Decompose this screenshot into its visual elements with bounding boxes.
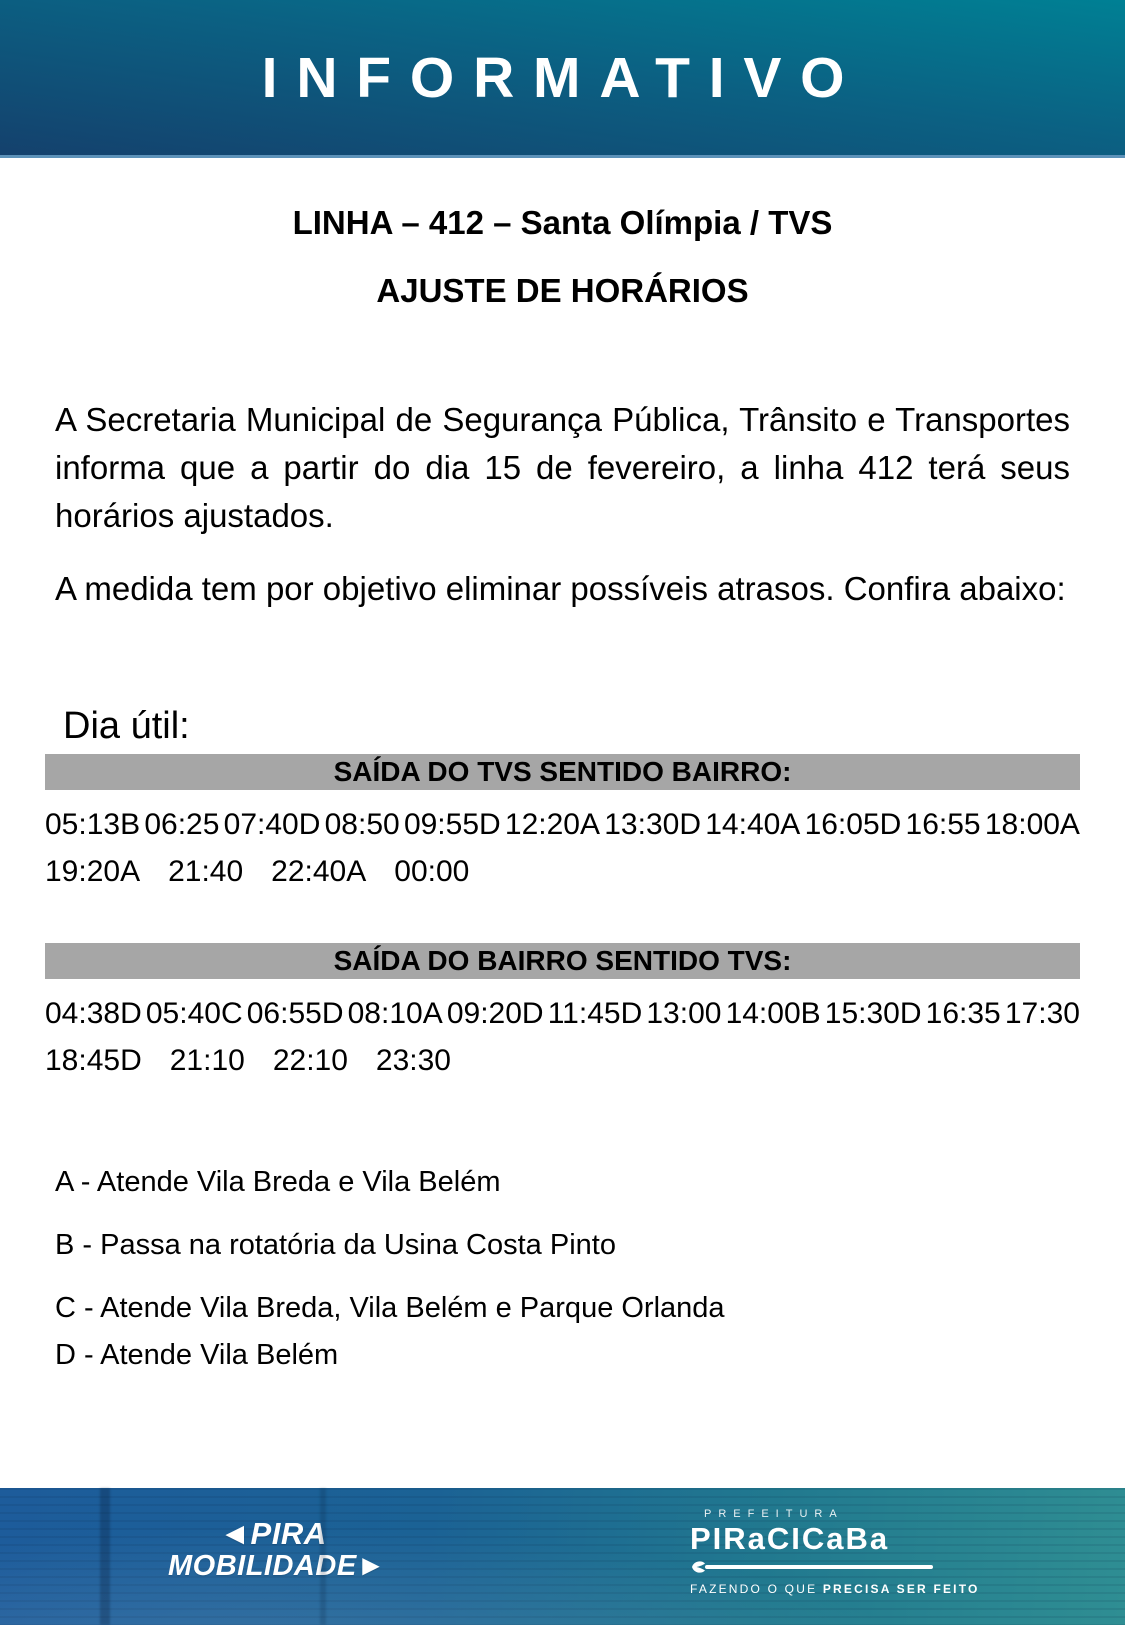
time-value: 04:38D: [45, 996, 142, 1030]
time-value: 06:25: [144, 807, 220, 841]
schedule-heading-tvs-to-bairro: SAÍDA DO TVS SENTIDO BAIRRO:: [45, 754, 1080, 790]
time-value: 16:05D: [804, 807, 902, 841]
time-value: 19:20A: [45, 854, 141, 888]
pira-mobilidade-logo: [168, 1516, 386, 1582]
legend-item-c: C - Atende Vila Breda, Vila Belém e Parque Orlanda: [55, 1291, 725, 1324]
pira-logo-line1: [168, 1518, 378, 1551]
time-value: 22:40A: [271, 854, 367, 888]
time-value: 15:30D: [824, 996, 922, 1030]
schedule-times-tvs-to-bairro: [45, 808, 1080, 889]
subtitle-ajuste: AJUSTE DE HORÁRIOS: [376, 272, 749, 309]
day-type-label: Dia útil:: [63, 704, 190, 747]
time-value: 23:30: [375, 1043, 451, 1077]
time-value: 05:13B: [45, 807, 141, 841]
time-value: 00:00: [394, 854, 470, 888]
time-value: 22:10: [272, 1043, 348, 1077]
legend-item-d: D - Atende Vila Belém: [55, 1338, 339, 1371]
time-value: 11:45D: [547, 996, 643, 1030]
times-row: [45, 1044, 1080, 1078]
paragraph-announcement: A Secretaria Municipal de Segurança Pública, Trânsito e Transportes informa que a partir do dia 15 de fevereiro, a linha 412 terá seus horários ajustados.: [55, 401, 1070, 535]
footer-banner: [0, 1488, 1125, 1625]
prefeitura-piracicaba-logo: [690, 1508, 980, 1596]
paragraph-objective: A medida tem por objetivo eliminar possíveis atrasos. Confira abaixo:: [55, 569, 1066, 607]
time-value: 12:20A: [504, 807, 601, 841]
time-value: 09:20D: [446, 996, 544, 1030]
time-value: 08:10A: [347, 996, 443, 1030]
prefeitura-label: PREFEITURA: [704, 1508, 844, 1520]
legend-item-b: B - Passa na rotatória da Usina Costa Pinto: [55, 1228, 616, 1261]
line-title: LINHA – 412 – Santa Olímpia / TVS: [292, 204, 833, 241]
mobilidade-logo-text: MOBILIDADE: [168, 1549, 357, 1582]
times-row: [45, 808, 1080, 842]
time-value: 21:40: [168, 854, 244, 888]
legend-item-a: A - Atende Vila Breda e Vila Belém: [55, 1165, 501, 1198]
time-value: 16:55: [905, 807, 981, 841]
pira-logo-line2: [168, 1549, 386, 1582]
arrow-right-icon: ►: [356, 1549, 386, 1582]
arrow-left-icon: ◄: [219, 1516, 251, 1551]
time-value: 16:35: [925, 996, 1001, 1030]
time-value: 09:55D: [403, 807, 501, 841]
prefeitura-tagline: [690, 1582, 980, 1596]
piracicaba-logo-text: PIRaCICaBa: [690, 1521, 890, 1556]
content-area: [0, 204, 1125, 1372]
time-value: 08:50: [324, 807, 400, 841]
times-row: [45, 855, 1080, 889]
time-value: 18:45D: [45, 1043, 142, 1077]
times-row: [45, 997, 1080, 1031]
time-value: 14:00B: [725, 996, 821, 1030]
legend-list: [55, 1166, 1070, 1372]
header-banner: [0, 0, 1125, 158]
time-value: 13:00: [646, 996, 722, 1030]
page-title: INFORMATIVO: [261, 45, 864, 110]
time-value: 05:40C: [145, 996, 243, 1030]
time-value: 21:10: [169, 1043, 245, 1077]
pira-logo-text: PIRA: [250, 1516, 327, 1551]
schedule-heading-bairro-to-tvs: SAÍDA DO BAIRRO SENTIDO TVS:: [45, 943, 1080, 979]
tagline-bold: PRECISA SER FEITO: [822, 1582, 980, 1596]
time-value: 18:00A: [984, 807, 1080, 841]
time-value: 06:55D: [246, 996, 344, 1030]
slingshot-divider-icon: [690, 1559, 935, 1575]
schedule-times-bairro-to-tvs: [45, 997, 1080, 1078]
time-value: 13:30D: [604, 807, 701, 841]
tagline-regular: FAZENDO O QUE: [690, 1582, 823, 1596]
time-value: 14:40A: [705, 807, 801, 841]
time-value: 07:40D: [223, 807, 321, 841]
time-value: 17:30: [1004, 996, 1080, 1030]
